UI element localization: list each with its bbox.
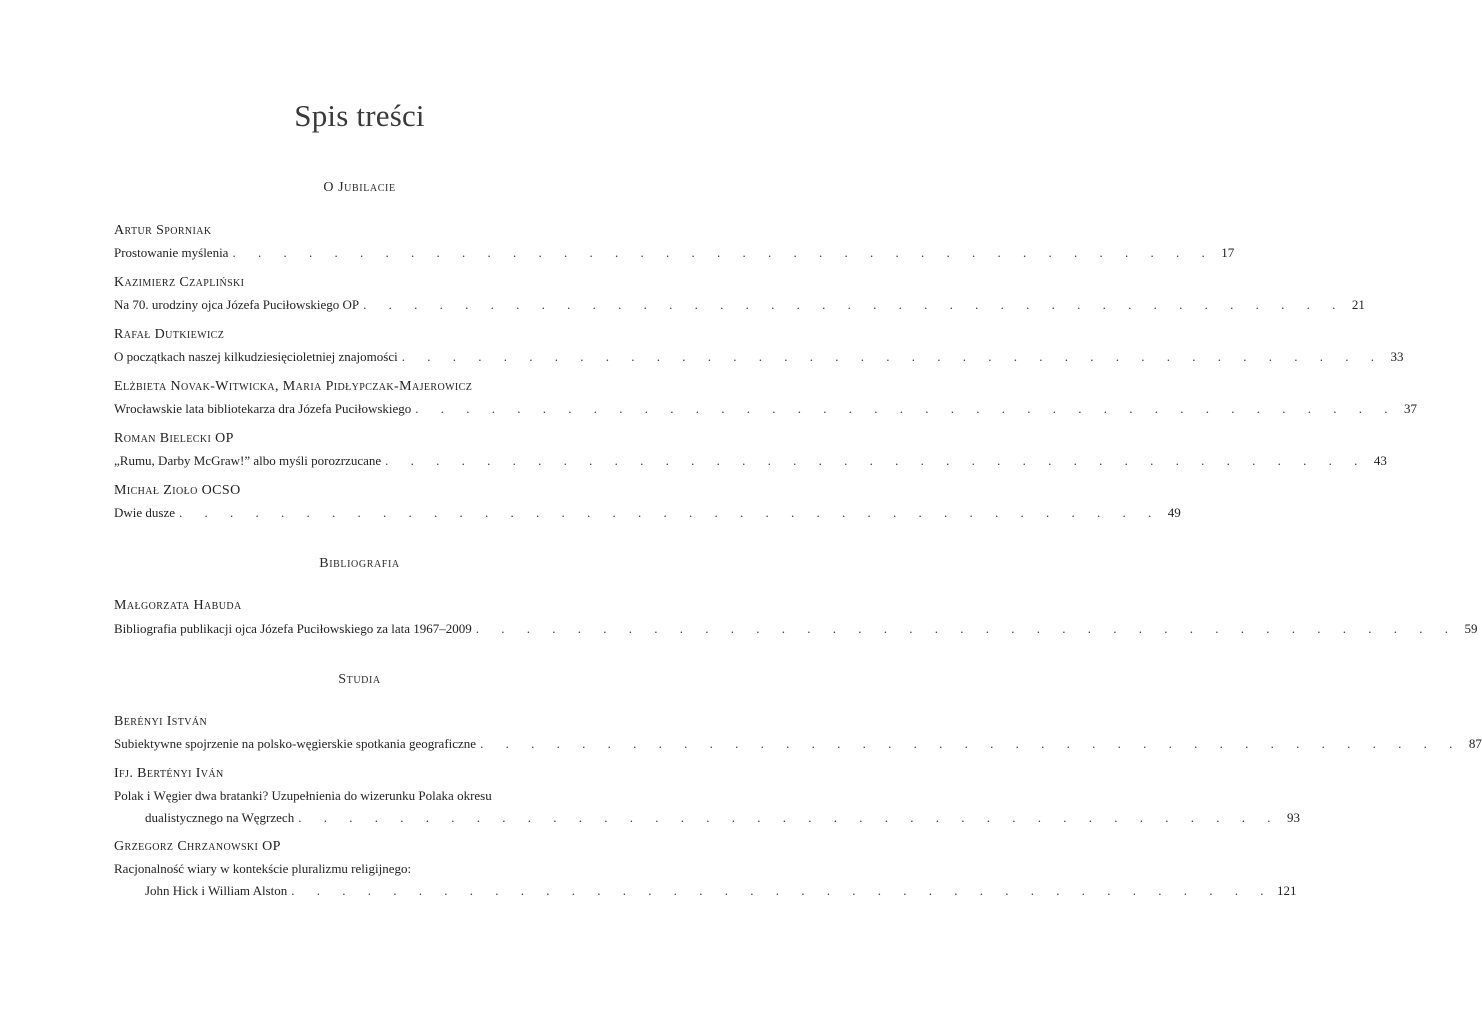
toc-page-number: 49: [1167, 505, 1181, 520]
toc-page-number: 87: [1468, 736, 1482, 751]
toc-entry-title: O początkach naszej kilkudziesięcioletniej znajomości: [114, 349, 398, 364]
toc-entry[interactable]: [114, 621, 1478, 637]
toc-page-number: 21: [1351, 297, 1365, 312]
dot-leader: . . . . . . . . . . . . . . . . . . . . . . . . . . . . . . . . . . . . . . .: [291, 883, 1273, 898]
toc-entry[interactable]: [145, 810, 1300, 826]
toc-entry[interactable]: [114, 401, 1418, 417]
toc-entry[interactable]: [114, 453, 1387, 469]
toc-page-number: 93: [1286, 810, 1300, 825]
section-heading-studia: Studia: [338, 672, 381, 687]
toc-page-number: 121: [1277, 883, 1297, 898]
page-title: Spis treści: [294, 98, 425, 133]
toc-entry-title: Dwie dusze: [114, 505, 176, 520]
toc-entry-title-line1[interactable]: Polak i Węgier dwa bratanki? Uzupełnienia do wizerunku Polaka okresu: [114, 788, 492, 803]
toc-author: Grzegorz Chrzanowski OP: [114, 839, 281, 854]
dot-leader: . . . . . . . . . . . . . . . . . . . . . . . . . . . . . . . . . . . . . . .: [179, 505, 1161, 520]
toc-author: Michał Zioło OCSO: [114, 483, 241, 498]
toc-page-number: 33: [1390, 349, 1404, 364]
toc-entry-title: Prostowanie myślenia: [114, 245, 229, 260]
dot-leader: . . . . . . . . . . . . . . . . . . . . . . . . . . . . . . . . . . . . . . .: [480, 736, 1462, 751]
section-heading-o-jubilacie: O Jubilacie: [323, 180, 396, 195]
toc-author: Elżbieta Novak-Witwicka, Maria Pidłypczak-Majerowicz: [114, 379, 473, 394]
toc-page-number: 37: [1404, 401, 1418, 416]
toc-author: Małgorzata Habuda: [114, 598, 242, 613]
toc-entry[interactable]: [145, 883, 1297, 899]
toc-author: Kazimierz Czapliński: [114, 275, 245, 290]
dot-leader: . . . . . . . . . . . . . . . . . . . . . . . . . . . . . . . . . . . . . . .: [232, 245, 1215, 260]
dot-leader: . . . . . . . . . . . . . . . . . . . . . . . . . . . . . . . . . . . . . . .: [475, 621, 1458, 636]
toc-author: Rafał Dutkiewicz: [114, 327, 225, 342]
toc-author: Artur Sporniak: [114, 223, 212, 238]
dot-leader: . . . . . . . . . . . . . . . . . . . . . . . . . . . . . . . . . . . . . . .: [415, 401, 1398, 416]
toc-page-number: 59: [1464, 621, 1478, 636]
toc-author: Berényi István: [114, 714, 208, 729]
toc-entry-title: Subiektywne spojrzenie na polsko-węgierskie spotkania geograficzne: [114, 736, 477, 751]
toc-entry-title: „Rumu, Darby McGraw!” albo myśli porozrzucane: [114, 453, 382, 468]
section-heading-bibliografia: Bibliografia: [319, 556, 400, 571]
toc-author: Roman Bielecki OP: [114, 431, 234, 446]
toc-entry[interactable]: [114, 245, 1235, 261]
toc-entry-title: Na 70. urodziny ojca Józefa Puciłowskiego OP: [114, 297, 360, 312]
toc-page-number: 43: [1373, 453, 1387, 468]
toc-entry-title: Bibliografia publikacji ojca Józefa Puciłowskiego za lata 1967–2009: [114, 621, 472, 636]
toc-entry-title-line1[interactable]: Racjonalność wiary w kontekście pluralizmu religijnego:: [114, 861, 412, 876]
toc-entry[interactable]: [114, 349, 1404, 365]
toc-author: Ifj. Bertényi Iván: [114, 766, 224, 781]
toc-entry[interactable]: [114, 505, 1181, 521]
toc-entry[interactable]: [114, 736, 1482, 752]
toc-entry-title: Wrocławskie lata bibliotekarza dra Józefa Puciłowskiego: [114, 401, 412, 416]
toc-page-number: 17: [1221, 245, 1235, 260]
dot-leader: . . . . . . . . . . . . . . . . . . . . . . . . . . . . . . . . . . . . . . .: [401, 349, 1384, 364]
dot-leader: . . . . . . . . . . . . . . . . . . . . . . . . . . . . . . . . . . . . . . .: [363, 297, 1345, 312]
toc-entry-title-line2: John Hick i William Alston: [145, 883, 288, 898]
toc-entry-title-line2: dualistycznego na Węgrzech: [145, 810, 295, 825]
dot-leader: . . . . . . . . . . . . . . . . . . . . . . . . . . . . . . . . . . . . . . .: [298, 810, 1280, 825]
toc-entry[interactable]: [114, 297, 1365, 313]
dot-leader: . . . . . . . . . . . . . . . . . . . . . . . . . . . . . . . . . . . . . . .: [385, 453, 1367, 468]
